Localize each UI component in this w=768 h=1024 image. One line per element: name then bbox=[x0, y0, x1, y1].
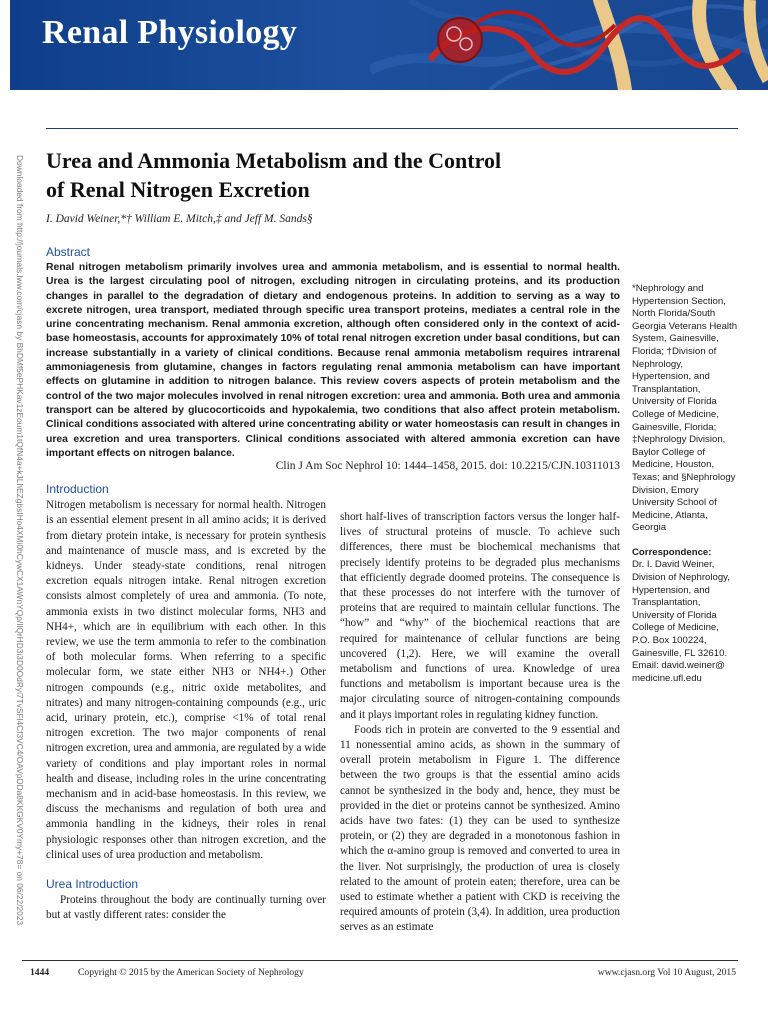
journal-info: www.cjasn.org Vol 10 August, 2015 bbox=[597, 967, 736, 978]
correspondence-heading: Correspondence: bbox=[632, 546, 712, 558]
journal-banner bbox=[10, 0, 768, 90]
paragraph-right-2: Foods rich in protein are converted to the 9 essential and 11 nonessential amino acids, as shown in the summary of overall protein metabolism in Figure 1. The difference between the two groups is that the essential amino acids cannot be synthesized in the body and, hence, they must be provided in the diet or proteins cannot be synthesized. Amino acids have two fates: (1) they can be used to synthesize protein, or (2) they are degraded in a monotonous fashion in which the α-amino group is removed and converted to urea in the liver. Not surprisingly, the production of urea is closely related to the amount of protein eaten; therefore, urea can be used to estimate whether a patient with CKD is receiving the required amounts of protein (3,4). In addition, urea production serves as an estimate bbox=[340, 723, 620, 934]
nephron-illustration bbox=[370, 0, 768, 90]
journal-title: Renal Physiology bbox=[42, 14, 298, 51]
title-line-1: Urea and Ammonia Metabolism and the Control bbox=[46, 148, 502, 173]
citation: Clin J Am Soc Nephrol 10: 1444–1458, 2015. doi: 10.2215/CJN.10311013 bbox=[275, 460, 620, 472]
paragraph-intro: Nitrogen metabolism is necessary for normal health. Nitrogen is an essential element present in all amino acids; it is derived from dietary protein intake, is necessary for protein synthesis and maintenance of muscle mass, and is excreted by the kidneys. Under steady-state conditions, renal nitrogen excretion equals nitrogen intake. Renal nitrogen excretion consists almost completely of urea and ammonia. (To note, ammonia exists in two distinct molecular forms, NH3 and NH4+, which are in equilibrium with each other. In this review, we use the term ammonia to refer to the combination of both molecular forms. When referring to a specific molecular form, we state either NH3 or NH4+.) Other nitrogen compounds (e.g., nitric oxide metabolites, and nitrates) and many nitrogen-containing compounds (e.g., uric acid, urinary protein, etc.), comprise <1% of total renal nitrogen excretion. The two major components of renal nitrogen excretion, urea and ammonia, are regulated by a wide variety of conditions and play important roles in normal health and disease, including roles in the urine concentrating mechanism and in acid-base homeostasis. In this review, we discuss the mechanisms and regulation of both urea and ammonia handling in the kidneys, their roles in renal physiologic responses other than nitrogen excretion, and the clinical uses of urea production and metabolism. bbox=[46, 499, 326, 861]
body-column-right bbox=[340, 510, 620, 936]
body-column-left bbox=[46, 482, 326, 924]
correspondence-address: Dr. I. David Weiner, Division of Nephrology, Hypertension, and Transplantation, University of Florida College of Medicine, P.O. Box 100224, Gainesville, FL 32610. Email: david.weiner@ medicine.ufl.edu bbox=[632, 559, 730, 684]
affiliations: *Nephrology and Hypertension Section, North Florida/South Georgia Veterans Health System, Gainesville, Florida; †Division of Nephrology, Hypertension, and Transplantation, University of Florida College of Medicine, Gainesville, Florida; ‡Nephrology Division, Baylor College of Medicine, Houston, Texas; and §Nephrology Division, Emory University School of Medicine, Atlanta, Georgia bbox=[632, 283, 738, 534]
abstract-text: Renal nitrogen metabolism primarily involves urea and ammonia metabolism, and is essential to normal health. Urea is the largest circulating pool of nitrogen, excluding nitrogen in circulating proteins, and its production changes in parallel to the degradation of dietary and endogenous proteins. In addition to serving as a way to excrete nitrogen, urea transport, mediated through specific urea transport proteins, mediates a central role in the urine concentrating mechanism. Renal ammonia excretion, although often considered only in the context of acid-base homeostasis, accounts for approximately 10% of total renal nitrogen excretion under basal conditions, but can increase substantially in a variety of clinical conditions. Because renal ammonia metabolism requires intrarenal ammoniagenesis from glutamine, changes in factors regulating renal ammonia metabolism can have important effects on glutamine in addition to nitrogen balance. This review covers aspects of protein metabolism and the control of the two major molecules involved in renal nitrogen excretion: urea and ammonia. Both urea and ammonia transport can be altered by glucocorticoids and hypokalemia, two conditions that also affect protein metabolism. Clinical conditions associated with altered urine concentrating ability or water homeostasis can result in changes in urea excretion and urea transporters. Clinical conditions associated with altered ammonia excretion can have important effects on nitrogen balance. bbox=[46, 262, 620, 459]
footer-rule bbox=[22, 960, 738, 961]
article-title bbox=[46, 146, 626, 204]
copyright: Copyright © 2015 by the American Society of Nephrology bbox=[78, 967, 304, 978]
title-line-2: of Renal Nitrogen Excretion bbox=[46, 177, 310, 202]
header-rule bbox=[46, 128, 738, 129]
paragraph-right-1: short half-lives of transcription factors versus the longer half-lives of structural proteins of muscle. To achieve such differences, there must be biochemical mechanisms that precisely identify proteins to be degraded plus mechanisms that efficiently degrade doomed proteins. The consequence is that these processes do not interfere with the turnover of proteins that are required to maintain cellular functions. The “how” and “why” of the biochemical reactions that are required for maintenance of cellular functions are being uncovered (1,2). Here, we will examine the overall metabolism and functions of urea. Knowledge of urea functions and metabolism is important because urea is the major circulating source of nitrogen-containing compounds and it plays important roles in regulating kidney function. bbox=[340, 511, 620, 721]
page-number: 1444 bbox=[30, 967, 50, 978]
section-heading-introduction: Introduction bbox=[46, 482, 109, 496]
paragraph-urea-intro: Proteins throughout the body are continually turning over but at vastly different rates: consider the bbox=[46, 894, 326, 922]
affiliation-sidebar bbox=[632, 283, 738, 685]
section-heading-urea: Urea Introduction bbox=[46, 877, 139, 892]
download-watermark: Downloaded from http://journals.lww.com/cjasn by BhDMf5ePHKav1zEoum1tQfN4a+kJLhEZgbsIHo4XMi0hCywCX1AWnYQp/IlQrHD3i3D0OdRyi7TvSFl4Cf3VC4/OAVpDDa8KKGKV0Ymy+78= on 06/22/2023 bbox=[15, 155, 25, 926]
abstract-heading: Abstract bbox=[46, 245, 91, 259]
author-list: I. David Weiner,*† William E. Mitch,‡ and Jeff M. Sands§ bbox=[46, 213, 313, 225]
